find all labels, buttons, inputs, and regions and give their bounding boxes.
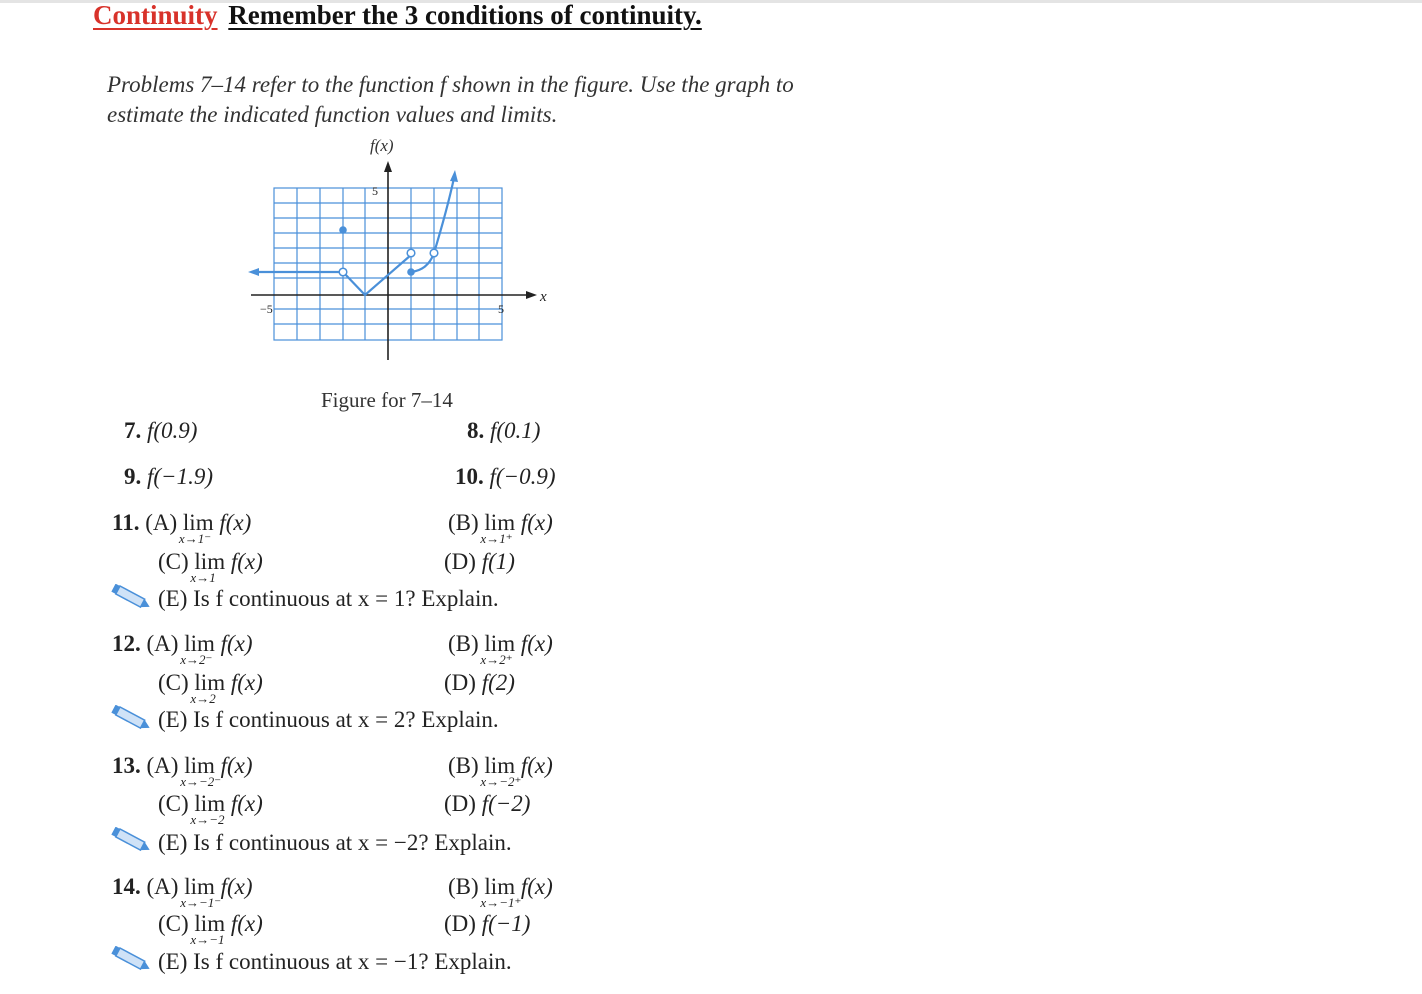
problem-11-c	[158, 549, 263, 585]
part-label: (D)	[444, 791, 476, 816]
continuity-question: Is f continuous at x = 2? Explain.	[193, 707, 499, 732]
part-label: (A)	[146, 874, 179, 899]
problem-12-d	[444, 670, 515, 696]
tick-x-minus5: −5	[260, 302, 273, 316]
header-subtitle: Remember the 3 conditions of continuity.	[228, 0, 702, 30]
continuity-question: Is f continuous at x = −2? Explain.	[193, 830, 512, 855]
limit-subscript: x→−1⁻	[180, 895, 222, 910]
function-expression: f(x)	[520, 874, 553, 899]
problem-11-a	[112, 510, 252, 546]
lim-text: lim	[184, 874, 215, 899]
problem-number: 12.	[112, 631, 141, 656]
part-label: (B)	[448, 874, 479, 899]
axes	[251, 168, 528, 360]
problem-11-e	[158, 586, 499, 612]
problem-number: 7.	[124, 418, 142, 443]
filled-point	[339, 226, 347, 234]
figure-x-label: x	[540, 289, 547, 305]
problem-14-a	[112, 874, 253, 910]
problem-11-d	[444, 549, 515, 575]
function-value: f(−2)	[481, 791, 531, 816]
part-label: (A)	[146, 631, 179, 656]
problem-number: 14.	[112, 874, 141, 899]
function-value: f(2)	[481, 670, 515, 695]
problem-9	[124, 464, 213, 490]
function-expression: f(x)	[520, 753, 553, 778]
lim-text: lim	[484, 753, 516, 778]
problem-12-c	[158, 670, 263, 706]
limit-subscript: x→−2	[190, 812, 225, 827]
limit-operator	[480, 753, 522, 789]
part-label: (C)	[158, 549, 189, 574]
lim-text: lim	[194, 791, 226, 816]
continuity-question: Is f continuous at x = −1? Explain.	[193, 949, 512, 974]
problem-number: 8.	[467, 418, 485, 443]
limit-operator	[190, 911, 226, 947]
lim-text: lim	[184, 631, 215, 656]
y-axis-arrow	[384, 161, 392, 172]
tick-y5: 5	[372, 184, 378, 198]
function-value: f(−1)	[481, 911, 531, 936]
limit-subscript: x→1⁻	[178, 531, 212, 546]
limit-operator	[190, 549, 226, 585]
lim-text: lim	[184, 753, 215, 778]
limit-subscript: x→−1⁺	[480, 895, 522, 910]
function-value: f(1)	[481, 549, 515, 574]
limit-operator	[180, 631, 215, 667]
pencil-icon	[108, 946, 152, 972]
lim-text: lim	[484, 874, 516, 899]
problem-expression: f(0.1)	[490, 418, 541, 443]
part-label: (B)	[448, 631, 479, 656]
continuity-question: Is f continuous at x = 1? Explain.	[193, 586, 499, 611]
problem-number: 10.	[455, 464, 484, 489]
limit-subscript: x→−2⁺	[480, 774, 522, 789]
problem-13-d	[444, 791, 530, 817]
problem-12-e	[158, 707, 499, 733]
part-label: (C)	[158, 911, 189, 936]
problem-13-e	[158, 830, 512, 856]
filled-point	[407, 268, 415, 276]
problem-10	[455, 464, 555, 490]
limit-subscript: x→1	[190, 570, 216, 585]
lim-text: lim	[194, 911, 226, 936]
problem-number: 9.	[124, 464, 142, 489]
function-expression: f(x)	[230, 670, 263, 695]
lim-text: lim	[484, 510, 516, 535]
problem-14-b	[448, 874, 553, 910]
limit-subscript: x→1⁺	[480, 531, 513, 546]
limit-operator	[480, 510, 516, 546]
header-keyword: Continuity	[93, 0, 218, 30]
lim-text: lim	[194, 670, 226, 695]
part-label: (A)	[145, 510, 178, 535]
lim-text: lim	[182, 510, 214, 535]
part-label: (B)	[448, 753, 479, 778]
limit-subscript: x→−2⁻	[180, 774, 222, 789]
left-arrowhead	[248, 268, 259, 276]
function-expression: f(x)	[230, 791, 263, 816]
limit-operator	[190, 791, 226, 827]
part-label: (D)	[444, 911, 476, 936]
lim-text: lim	[194, 549, 226, 574]
part-label: (E)	[158, 707, 188, 732]
problem-13-c	[158, 791, 263, 827]
open-point	[407, 249, 415, 257]
problem-14-d	[444, 911, 530, 937]
pencil-icon	[108, 705, 152, 731]
open-point	[339, 268, 347, 276]
function-expression: f(x)	[230, 549, 263, 574]
limit-operator	[180, 753, 222, 789]
part-label: (A)	[146, 753, 179, 778]
part-label: (C)	[158, 791, 189, 816]
problem-7	[124, 418, 197, 444]
problem-12-b	[448, 631, 553, 667]
limit-subscript: x→2⁺	[480, 652, 513, 667]
problem-number: 13.	[112, 753, 141, 778]
function-expression: f(x)	[220, 753, 253, 778]
problem-11-b	[448, 510, 553, 546]
problem-number: 11.	[112, 510, 140, 535]
pencil-icon	[108, 827, 152, 853]
limit-operator	[180, 874, 222, 910]
problem-13-a	[112, 753, 253, 789]
problem-13-b	[448, 753, 553, 789]
tick-x5: 5	[498, 302, 504, 316]
limit-operator	[480, 631, 516, 667]
function-expression: f(x)	[520, 631, 553, 656]
part-label: (E)	[158, 949, 188, 974]
problem-12-a	[112, 631, 253, 667]
problem-14-e	[158, 949, 512, 975]
part-label: (C)	[158, 670, 189, 695]
function-graph	[243, 160, 563, 370]
limit-subscript: x→2⁻	[180, 652, 213, 667]
problem-14-c	[158, 911, 263, 947]
lim-text: lim	[484, 631, 516, 656]
part-label: (E)	[158, 830, 188, 855]
problem-expression: f(0.9)	[147, 418, 198, 443]
figure-y-label: f(x)	[370, 136, 394, 155]
page-header	[93, 0, 702, 31]
limit-operator	[480, 874, 522, 910]
part-label: (B)	[448, 510, 479, 535]
figure-caption: Figure for 7–14	[321, 388, 453, 412]
x-axis-arrow	[526, 291, 537, 299]
pencil-icon	[108, 584, 152, 610]
problem-expression: f(−1.9)	[147, 464, 213, 489]
limit-operator	[178, 510, 214, 546]
part-label: (D)	[444, 670, 476, 695]
function-expression: f(x)	[219, 510, 252, 535]
limit-subscript: x→−1	[190, 932, 225, 947]
function-expression: f(x)	[220, 631, 253, 656]
limit-subscript: x→2	[190, 691, 216, 706]
function-expression: f(x)	[230, 911, 263, 936]
problem-8	[467, 418, 540, 444]
top-arrowhead	[450, 170, 458, 182]
function-expression: f(x)	[220, 874, 253, 899]
limit-operator	[190, 670, 226, 706]
open-point	[430, 249, 438, 257]
part-label: (E)	[158, 586, 188, 611]
problem-expression: f(−0.9)	[489, 464, 556, 489]
intro-paragraph: Problems 7–14 refer to the function f shown in the figure. Use the graph to estimate the indicated function values and limits.	[107, 72, 794, 127]
function-expression: f(x)	[520, 510, 553, 535]
part-label: (D)	[444, 549, 476, 574]
